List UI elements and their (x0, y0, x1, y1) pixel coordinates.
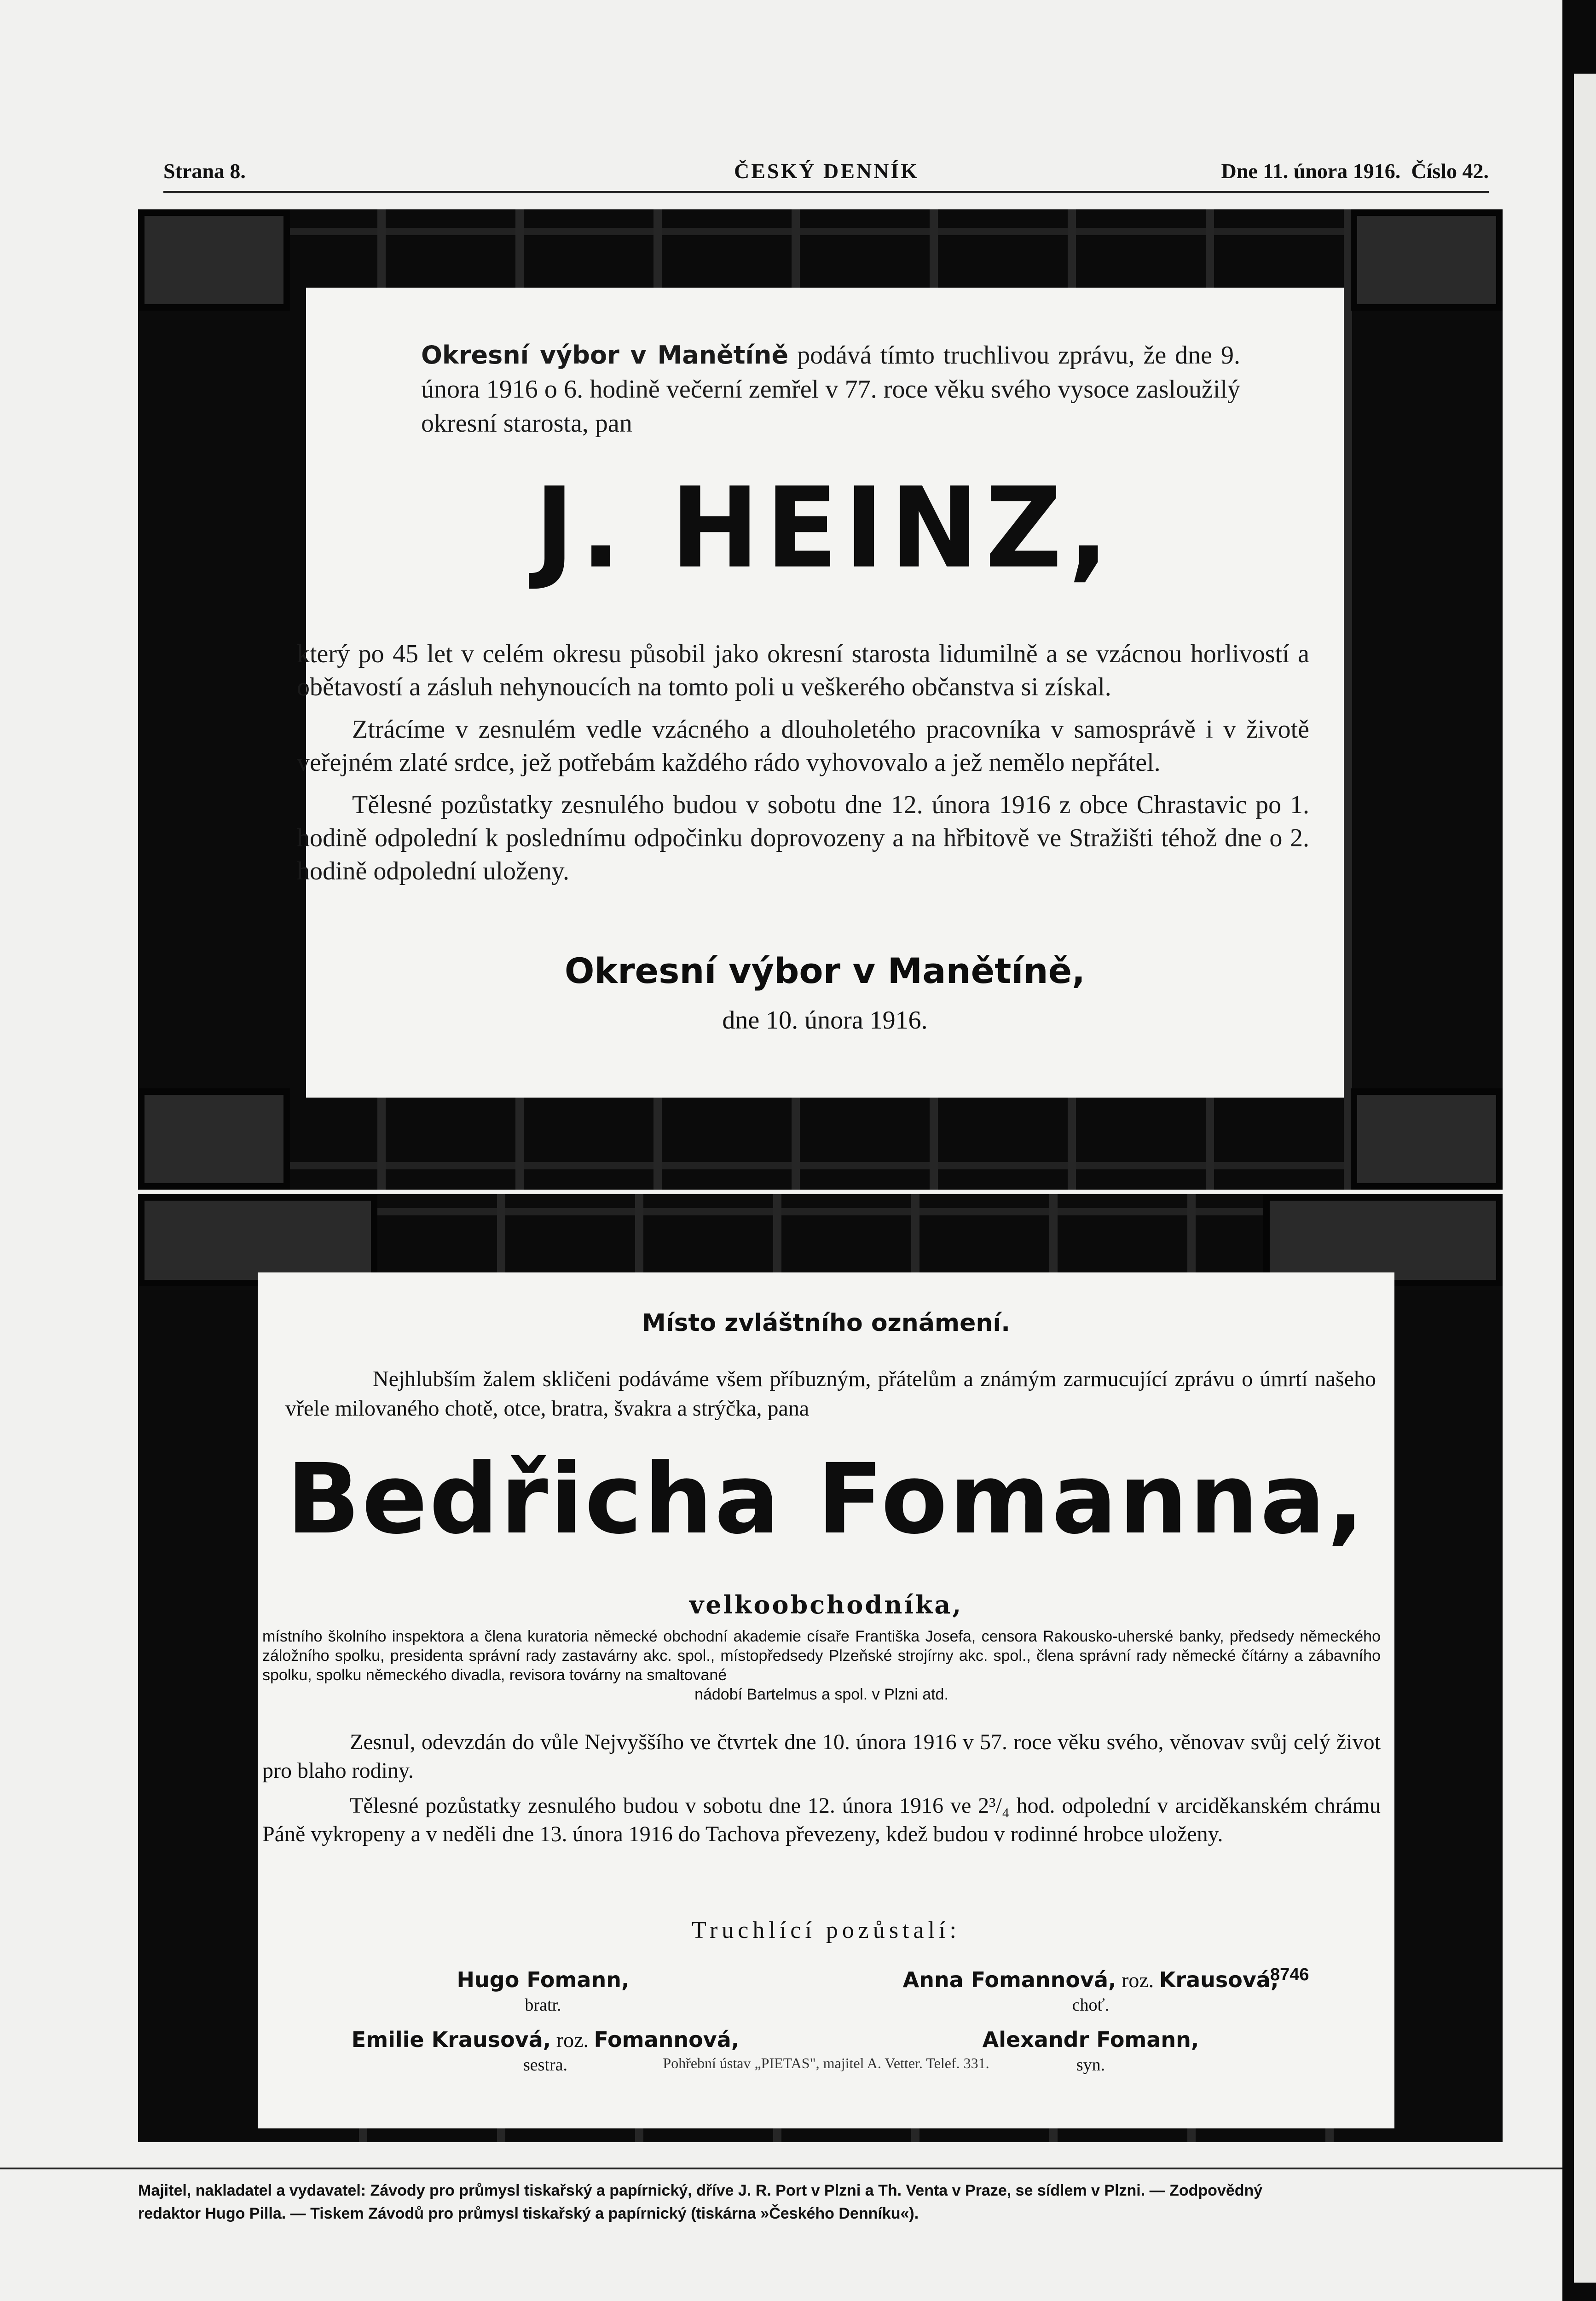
issue-info (1221, 159, 1489, 183)
titles-text: místního školního inspektora a člena kuratoria německé obchodní akademie císaře Františka Josefa, censora Rakousko-uherské banky, předsedy německého záložního spolku, presidenta správní rady zastavárny akc. spol., místopředsedy Plzeňské strojírny akc. spol., člena správní rady německé čítárny a zábavního spolku, spolku německého divadla, revisora továrny na smaltované (262, 1628, 1381, 1684)
mourner-name: Anna Fomannová, (902, 1967, 1116, 1992)
obituary-1 (297, 288, 1344, 1098)
titles-text-last: nádobí Bartelmus a spol. v Plzni atd. (694, 1686, 948, 1703)
issue-date: Dne 11. února 1916. (1221, 159, 1401, 183)
mourner-relation: choť. (1072, 1995, 1110, 2015)
maiden-prefix: roz. (551, 2028, 594, 2052)
paragraph: který po 45 let v celém okresu působil jako okresní starosta lidumilně a se vzácnou horlivostí a obětavostí a zásluh nehynoucích na tomto poli u veškerého občanstva si získal. (297, 640, 1309, 701)
issuing-organization: Okresní výbor v Manětíně (421, 341, 789, 370)
undertaker-credit: Pohřební ústav „PIETAS", majitel A. Vetter. Telef. 331. (663, 2055, 989, 2071)
mourner-name: Emilie Krausová, (351, 2027, 551, 2052)
deceased-name: Bedřicha Fomanna, (286, 1443, 1366, 1555)
footer-rule (0, 2168, 1562, 2169)
deceased-profession: velkoobchodníka, (689, 1590, 963, 1619)
obituary-2-body (262, 1728, 1381, 1855)
mourners-heading: Truchlící pozůstalí: (692, 1917, 960, 1943)
mourner-relation: bratr. (525, 1995, 561, 2015)
advert-code: 8746 (1270, 1965, 1309, 1984)
signature: Okresní výbor v Manětíně, (564, 950, 1086, 991)
frame-corner-ornament (138, 1088, 290, 1190)
paragraph: Zesnul, odevzdán do vůle Nejvyššího ve čtvrtek dne 10. února 1916 v 57. roce věku svého, věnovav svůj celý život pro blaho rodiny. (262, 1730, 1381, 1783)
maiden-prefix: roz. (1116, 1968, 1159, 1992)
imprint-line: Majitel, nakladatel a vydavatel: Závody pro průmysl tiskařský a papírnický, dříve J. R. Port v Plzni a Th. Venta v Praze, se sídlem v Plzni. — Zodpovědný (138, 2182, 1263, 2199)
mourner-relation: sestra. (523, 2055, 568, 2075)
page-header (163, 159, 1489, 193)
mourner (290, 1967, 796, 2015)
imprint-line: redaktor Hugo Pilla. — Tiskem Závodů pro průmysl tiskařský a papírnický (tiskárna »Českého Denníku«). (138, 2205, 919, 2222)
maiden-name: Fomannová, (594, 2027, 740, 2052)
obituary-2-intro: Nejhlubším žalem skličeni podáváme všem příbuzným, přátelům a známým zarmucující zprávu o úmrtí našeho vřele milovaného chotě, otce, bratra, švakra a strýčka, pana (285, 1367, 1376, 1421)
frame-corner-ornament (1351, 209, 1503, 311)
mourner-name: Hugo Fomann, (457, 1967, 630, 1992)
paragraph: Tělesné pozůstatky zesnulého budou v sobotu dne 12. února 1916 z obce Chrastavic po 1. hodině odpolední k poslednímu odpočinku doprovozeny a na hřbitově ve Stražišti téhož dne o 2. hodině odpolední uloženy. (297, 791, 1309, 885)
signature-date: dne 10. února 1916. (722, 1006, 928, 1035)
paragraph: Tělesné pozůstatky zesnulého budou v sobotu dne 12. února 1916 ve 2³/₄ hod. odpolední v arciděkanském chrámu Páně vykropeny a v neděli dne 13. února 1916 do Tachova převezeny, kdež budou v rodinné hrobce uloženy. (262, 1793, 1381, 1846)
deceased-titles (262, 1627, 1381, 1704)
issue-number: Číslo 42. (1411, 159, 1489, 183)
page-number: Strana 8. (163, 159, 246, 183)
frame-corner-ornament (1351, 1088, 1503, 1190)
obituary-2 (258, 1272, 1394, 2128)
mourner-relation: syn. (1076, 2055, 1105, 2075)
maiden-name: Krausová, (1159, 1967, 1279, 1992)
mourner (838, 1967, 1344, 2015)
obituary-1-body (297, 637, 1309, 897)
mourner-name: Alexandr Fomann, (982, 2027, 1199, 2052)
page-footer (138, 2179, 1491, 2225)
frame-corner-ornament (138, 209, 290, 311)
newspaper-title: ČESKÝ DENNÍK (734, 159, 919, 183)
adjacent-page-edge (1574, 74, 1596, 2283)
notice-heading: Místo zvláštního oznámení. (642, 1309, 1010, 1337)
obituary-1-intro (421, 338, 1240, 440)
intro-text: podává tímto truchlivou zprávu, že dne 9. února 1916 o 6. hodině večerní zemřel v 77. roce věku svého vysoce zasloužilý okresní starosta, pan (421, 341, 1241, 438)
deceased-name: J. HEINZ, (535, 464, 1115, 593)
paragraph: Ztrácíme v zesnulém vedle vzácného a dlouholetého pracovníka v samosprávě i v životě veřejném zlaté srdce, jež potřebám každého rádo vyhovovalo a jež nemělo nepřátel. (297, 715, 1309, 777)
